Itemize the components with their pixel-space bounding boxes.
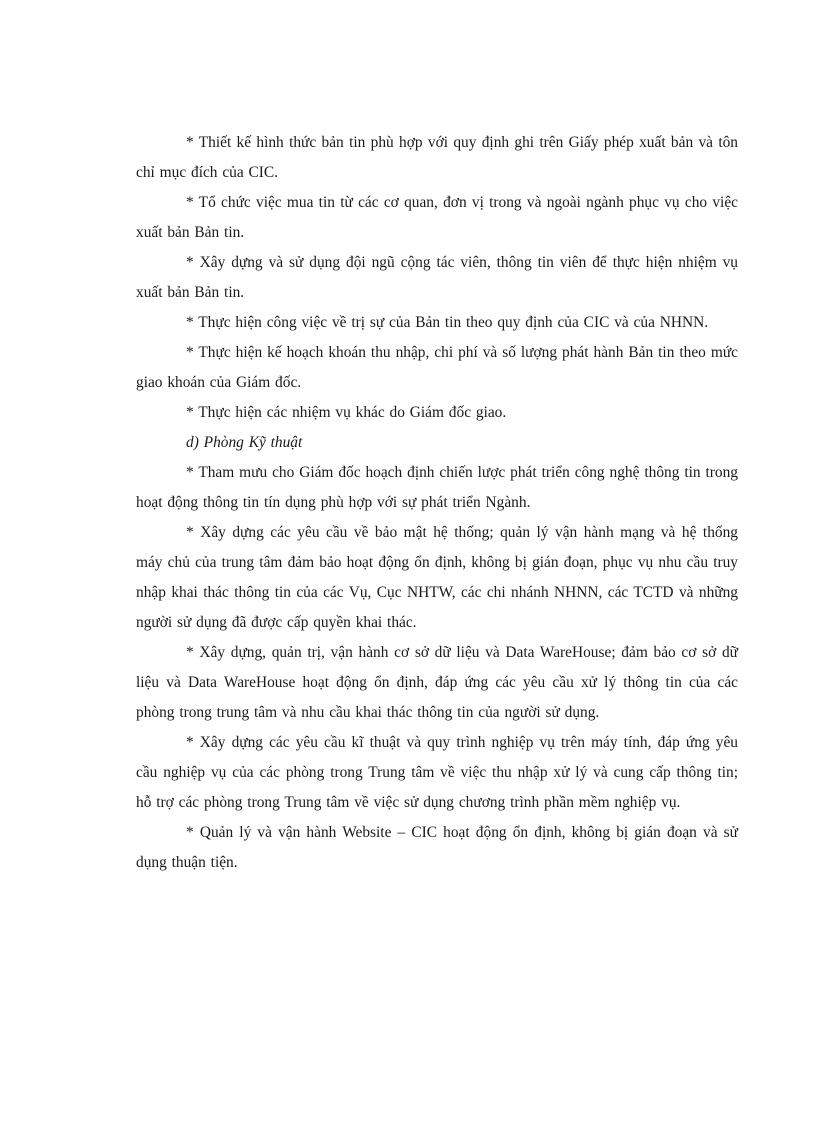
paragraph-collaborators: * Xây dựng và sử dụng đội ngũ cộng tác viên, thông tin viên để thực hiện nhiệm vụ xuất bản Bản tin. <box>136 254 738 301</box>
section-heading-technical-department: d) Phòng Kỹ thuật <box>186 434 303 451</box>
paragraph-administration: * Thực hiện công việc về trị sự của Bản tin theo quy định của CIC và của NHNN. <box>186 314 709 331</box>
paragraph-database-management: * Xây dựng, quản trị, vận hành cơ sở dữ liệu và Data WareHouse; đảm bảo cơ sở dữ liệu và Data WareHouse hoạt động ổn định, đáp ứng các yêu cầu xử lý thông tin của các phòng trong trung tâm và nhu cầu khai thác thông tin của người sử dụng. <box>136 644 738 721</box>
paragraph-other-tasks: * Thực hiện các nhiệm vụ khác do Giám đốc giao. <box>186 404 507 421</box>
paragraph-website-management: * Quản lý và vận hành Website – CIC hoạt động ổn định, không bị gián đoạn và sử dụng thuận tiện. <box>136 824 738 871</box>
document-page <box>136 128 738 878</box>
paragraph-buy-information: * Tổ chức việc mua tin từ các cơ quan, đơn vị trong và ngoài ngành phục vụ cho việc xuất bản Bản tin. <box>136 194 738 241</box>
paragraph-bulletin-design: * Thiết kế hình thức bản tin phù hợp với quy định ghi trên Giấy phép xuất bản và tôn chỉ mục đích của CIC. <box>136 134 738 181</box>
paragraph-strategy-advice: * Tham mưu cho Giám đốc hoạch định chiến lược phát triển công nghệ thông tin trong hoạt động thông tin tín dụng phù hợp với sự phát triển Ngành. <box>136 464 738 511</box>
paragraph-technical-requirements: * Xây dựng các yêu cầu kĩ thuật và quy trình nghiệp vụ trên máy tính, đáp ứng yêu cầu nghiệp vụ của các phòng trong Trung tâm về việc thu nhập xử lý và cung cấp thông tin; hỗ trợ các phòng trong Trung tâm về việc sử dụng chương trình phần mềm nghiệp vụ. <box>136 734 738 811</box>
paragraph-income-plan: * Thực hiện kế hoạch khoán thu nhập, chi phí và số lượng phát hành Bản tin theo mức giao khoán của Giám đốc. <box>136 344 738 391</box>
paragraph-system-security: * Xây dựng các yêu cầu về bảo mật hệ thống; quản lý vận hành mạng và hệ thống máy chủ của trung tâm đảm bảo hoạt động ổn định, không bị gián đoạn, phục vụ nhu cầu truy nhập khai thác thông tin của các Vụ, Cục NHTW, các chi nhánh NHNN, các TCTD và những người sử dụng đã được cấp quyền khai thác. <box>136 524 738 631</box>
